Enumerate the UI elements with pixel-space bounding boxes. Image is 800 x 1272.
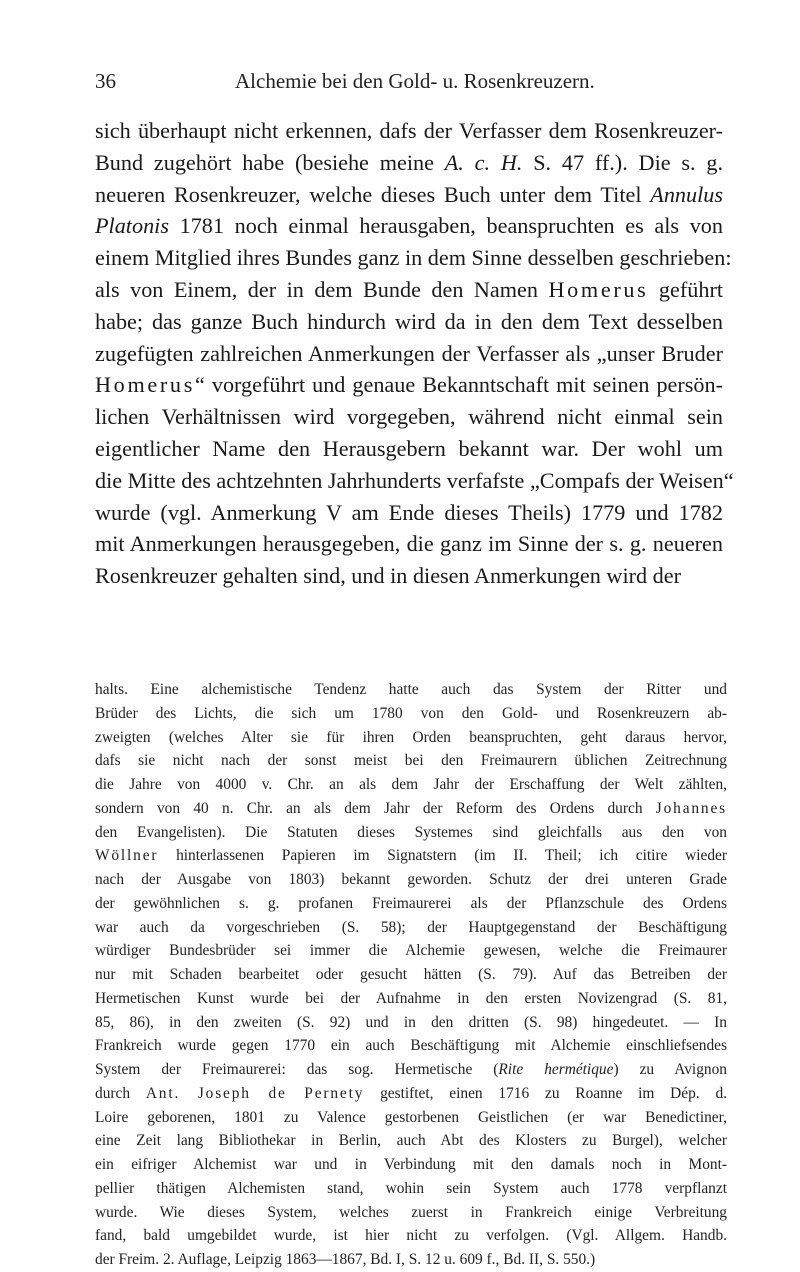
- footnote-line: wurde. Wie dieses System, welches zuerst in Frankreich einige Verbreitung: [95, 1203, 727, 1221]
- footnote-line: würdiger Bundesbrüder sei immer die Alchemie gewesen, welche die Freimaurer: [95, 942, 727, 960]
- italic-text: Rite hermétique: [498, 1061, 614, 1078]
- footnote-line: der gewöhnlichen s. g. profanen Freimaurerei als der Pflanzschule des Ordens: [95, 894, 727, 912]
- body-line: habe; das ganze Buch hindurch wird da in den dem Text desselben: [95, 308, 723, 334]
- footnote-line: 85, 86), in den zweiten (S. 92) und in den dritten (S. 98) hingedeutet. — In: [95, 1013, 727, 1031]
- footnote-line: Hermetischen Kunst wurde bei der Aufnahme in den ersten Novizengrad (S. 81,: [95, 989, 727, 1007]
- footnote-line: nur mit Schaden bearbeitet oder gesucht hätten (S. 79). Auf das Betreiben der: [95, 966, 727, 983]
- footnote-line: Brüder des Lichts, die sich um 1780 von den Gold- und Rosenkreuzern ab-: [95, 704, 727, 722]
- body-line: einem Mitglied ihres Bundes ganz in dem Sinne desselben geschrieben:: [95, 245, 732, 271]
- body-line: mit Anmerkungen herausgegeben, die ganz im Sinne der s. g. neueren: [95, 531, 723, 557]
- footnote-line: sondern von 40 n. Chr. an als dem Jahr der Reform des Ordens durch Johannes: [95, 799, 727, 817]
- italic-text: Annulus: [650, 181, 723, 207]
- body-line: Platonis 1781 noch einmal herausgaben, beanspruchten es als von: [95, 213, 723, 239]
- footnote-line: der Freim. 2. Auflage, Leipzig 1863—1867, Bd. I, S. 12 u. 609 f., Bd. II, S. 550.): [95, 1251, 596, 1268]
- body-line: wurde (vgl. Anmerkung V am Ende dieses Theils) 1779 und 1782: [95, 499, 723, 525]
- footnote-line: System der Freimaurerei: das sog. Hermetische (Rite hermétique) zu Avignon: [95, 1061, 727, 1078]
- body-line: Rosenkreuzer gehalten sind, und in diesen Anmerkungen wird der: [95, 563, 681, 589]
- footnote-line: Wöllner hinterlassenen Papieren im Signatstern (im II. Theil; ich citire wieder: [95, 847, 727, 865]
- body-line: Homerus“ vorgeführt und genaue Bekanntschaft mit seinen persön-: [95, 372, 723, 398]
- footnote-line: den Evangelisten). Die Statuten dieses Systemes sind gleichfalls aus den von: [95, 823, 727, 841]
- main-text: [95, 115, 734, 592]
- italic-text: A. c. H.: [444, 149, 523, 175]
- body-line: als von Einem, der in dem Bunde den Namen Homerus geführt: [95, 276, 723, 302]
- footnote-line: halts. Eine alchemistische Tendenz hatte auch das System der Ritter und: [95, 681, 727, 698]
- spaced-name: Homerus: [95, 372, 195, 398]
- footnote-line: pellier thätigen Alchemisten stand, wohin sein System auch 1778 verpflanzt: [95, 1179, 727, 1197]
- body-line: Bund zugehört habe (besiehe meine A. c. H. S. 47 ff.). Die s. g.: [95, 149, 723, 175]
- page-number: 36: [95, 69, 116, 93]
- footnote-line: dafs sie nicht nach der sonst meist bei den Freimaurern üblichen Zeitrechnung: [95, 752, 727, 770]
- body-line: lichen Verhältnissen wird vorgegeben, während nicht einmal sein: [95, 404, 723, 430]
- body-line: zugefügten zahlreichen Anmerkungen der Verfasser als „unser Bruder: [95, 340, 723, 366]
- spaced-name: Ant. Joseph de Pernety: [145, 1084, 365, 1102]
- body-line: neueren Rosenkreuzer, welche dieses Buch unter dem Titel Annulus: [95, 181, 723, 207]
- running-title: Alchemie bei den Gold- u. Rosenkreuzern.: [235, 69, 595, 93]
- footnote-line: ein eifriger Alchemist war und in Verbindung mit den damals noch in Mont-: [95, 1156, 727, 1173]
- italic-text: Platonis: [95, 213, 169, 239]
- footnote-text: [95, 678, 727, 1272]
- footnote-line: zweigten (welches Alter sie für ihren Orden beanspruchten, geht daraus hervor,: [95, 728, 727, 746]
- footnote-line: die Jahre von 4000 v. Chr. an als dem Jahr der Erschaffung der Welt zählten,: [95, 776, 727, 793]
- footnote-line: nach der Ausgabe von 1803) bekannt geworden. Schutz der drei unteren Grade: [95, 871, 727, 888]
- footnote-line: war auch da vorgeschrieben (S. 58); der Hauptgegenstand der Beschäftigung: [95, 918, 727, 936]
- spaced-name: Homerus: [548, 276, 649, 302]
- body-line: eigentlicher Name den Herausgebern bekannt war. Der wohl um: [95, 435, 723, 461]
- footnote-line: Frankreich wurde gegen 1770 ein auch Beschäftigung mit Alchemie einschliefsendes: [95, 1037, 727, 1055]
- footnote-line: fand, bald umgebildet wurde, ist hier nicht zu verfolgen. (Vgl. Allgem. Handb.: [95, 1227, 727, 1245]
- body-line: sich überhaupt nicht erkennen, dafs der Verfasser dem Rosenkreuzer-: [95, 118, 723, 143]
- spaced-name: Johannes: [655, 799, 727, 817]
- footnote-line: Loire geborenen, 1801 zu Valence gestorbenen Geistlichen (er war Benedictiner,: [95, 1108, 727, 1126]
- spaced-name: Wöllner: [95, 847, 159, 865]
- page-header: [95, 69, 723, 99]
- body-line: die Mitte des achtzehnten Jahrhunderts verfafste „Compafs der Weisen“: [95, 467, 734, 493]
- footnote-line: durch Ant. Joseph de Pernety gestiftet, einen 1716 zu Roanne im Dép. d.: [95, 1084, 727, 1102]
- footnote-line: eine Zeit lang Bibliothekar in Berlin, auch Abt des Klosters zu Burgel), welcher: [95, 1132, 727, 1150]
